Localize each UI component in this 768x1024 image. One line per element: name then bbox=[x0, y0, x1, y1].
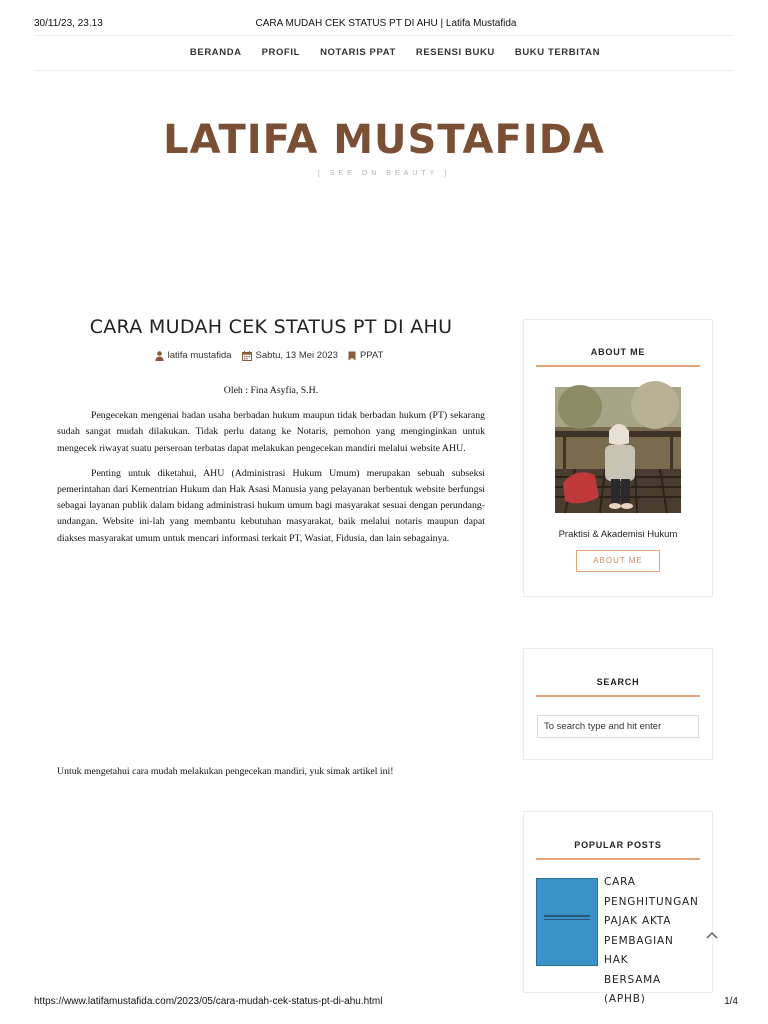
print-header bbox=[34, 18, 738, 32]
popular-post-title-line: PAJAK AKTA bbox=[604, 915, 672, 927]
print-page-number: 1/4 bbox=[724, 996, 738, 1007]
scroll-to-top-button[interactable] bbox=[702, 925, 722, 945]
post-paragraph: Penting untuk diketahui, AHU (Administrasi Hukum Umum) merupakan sebuah subseksi pemerintahan dari Kementrian Hukum dan Hak Asasi Manusia yang pelayanan berbentuk website berfungsi sebagai layanan publik dalam bidang administrasi hukum umum bagi masyarakat sesuai dengan perundang-undangan. Website ini-lah yang membantu kebutuhan masyarakat, baik melalui notaris maupun dapat diakses masyarakat umum untuk mencari informasi terkait PT, Wasiat, Fidusia, dan lain sebagainya. bbox=[57, 467, 485, 544]
post-author-name: latifa mustafida bbox=[167, 350, 232, 361]
about-widget bbox=[523, 319, 713, 597]
popular-posts-title: POPULAR POSTS bbox=[536, 840, 700, 860]
popular-post-title-line: PENGHITUNGAN bbox=[604, 895, 699, 908]
post-body bbox=[57, 383, 485, 777]
post-meta bbox=[57, 350, 485, 361]
print-url: https://www.latifamustafida.com/2023/05/cara-mudah-cek-status-pt-di-ahu.html bbox=[34, 996, 383, 1007]
avatar-photo bbox=[555, 387, 681, 513]
search-widget-title: SEARCH bbox=[536, 677, 700, 697]
post-paragraph: Pengecekan mengenai badan usaha berbadan hukum maupun tidak berbadan hukum (PT) sekarang sudah sangat mudah dilakukan. Tidak perlu datang ke Notaris, pemohon yang menginginkan untuk mengecek riwayat suatu perseroan terbatas dapat melakukan pengecekan mandiri melalui website AHU. bbox=[57, 410, 485, 454]
post-article bbox=[57, 312, 485, 777]
bookmark-icon bbox=[348, 351, 356, 361]
about-widget-title: ABOUT ME bbox=[536, 347, 700, 367]
popular-post-item[interactable] bbox=[536, 878, 700, 1010]
popular-post-title-line: BERSAMA (APHB) bbox=[604, 973, 662, 1005]
nav-item-profil[interactable]: PROFIL bbox=[261, 47, 301, 58]
post-author[interactable] bbox=[155, 350, 232, 361]
site-branding bbox=[0, 112, 768, 177]
search-input[interactable] bbox=[537, 715, 699, 738]
site-tagline: [ SEE ON BEAUTY ] bbox=[317, 170, 451, 177]
avatar bbox=[555, 387, 681, 513]
user-icon bbox=[155, 351, 164, 361]
calendar-icon bbox=[242, 351, 252, 361]
chevron-up-icon bbox=[702, 925, 722, 945]
post-date bbox=[242, 350, 338, 361]
about-me-button[interactable]: ABOUT ME bbox=[576, 550, 660, 572]
print-page-title: CARA MUDAH CEK STATUS PT DI AHU | Latifa Mustafida bbox=[255, 18, 517, 29]
popular-post-thumbnail[interactable] bbox=[536, 878, 598, 966]
nav-item-resensi-buku[interactable]: RESENSI BUKU bbox=[415, 47, 495, 58]
post-title: CARA MUDAH CEK STATUS PT DI AHU bbox=[89, 316, 453, 338]
post-label-text: PPAT bbox=[359, 350, 384, 361]
main-nav bbox=[34, 35, 734, 71]
post-label[interactable] bbox=[348, 350, 383, 361]
post-cta-text: Untuk mengetahui cara mudah melakukan pengecekan mandiri, yuk simak artikel ini! bbox=[57, 766, 394, 777]
nav-item-notaris-ppat[interactable]: NOTARIS PPAT bbox=[320, 47, 396, 58]
about-description: Praktisi & Akademisi Hukum bbox=[558, 529, 678, 540]
nav-item-beranda[interactable]: BERANDA bbox=[189, 47, 242, 58]
popular-posts-widget bbox=[523, 811, 713, 1005]
search-widget bbox=[523, 648, 713, 760]
popular-post-title-line: PEMBAGIAN HAK bbox=[604, 934, 674, 966]
post-byline: Oleh : Fina Asyfia, S.H. bbox=[223, 385, 319, 396]
nav-item-buku-terbitan[interactable]: BUKU TERBITAN bbox=[514, 47, 601, 58]
post-date-text: Sabtu, 13 Mei 2023 bbox=[255, 350, 338, 361]
site-logo[interactable]: LATIFA MUSTAFIDA bbox=[163, 117, 605, 163]
popular-post-title[interactable] bbox=[604, 873, 700, 1010]
print-date: 30/11/23, 23.13 bbox=[34, 18, 103, 29]
popular-post-title-line: CARA bbox=[604, 876, 636, 888]
